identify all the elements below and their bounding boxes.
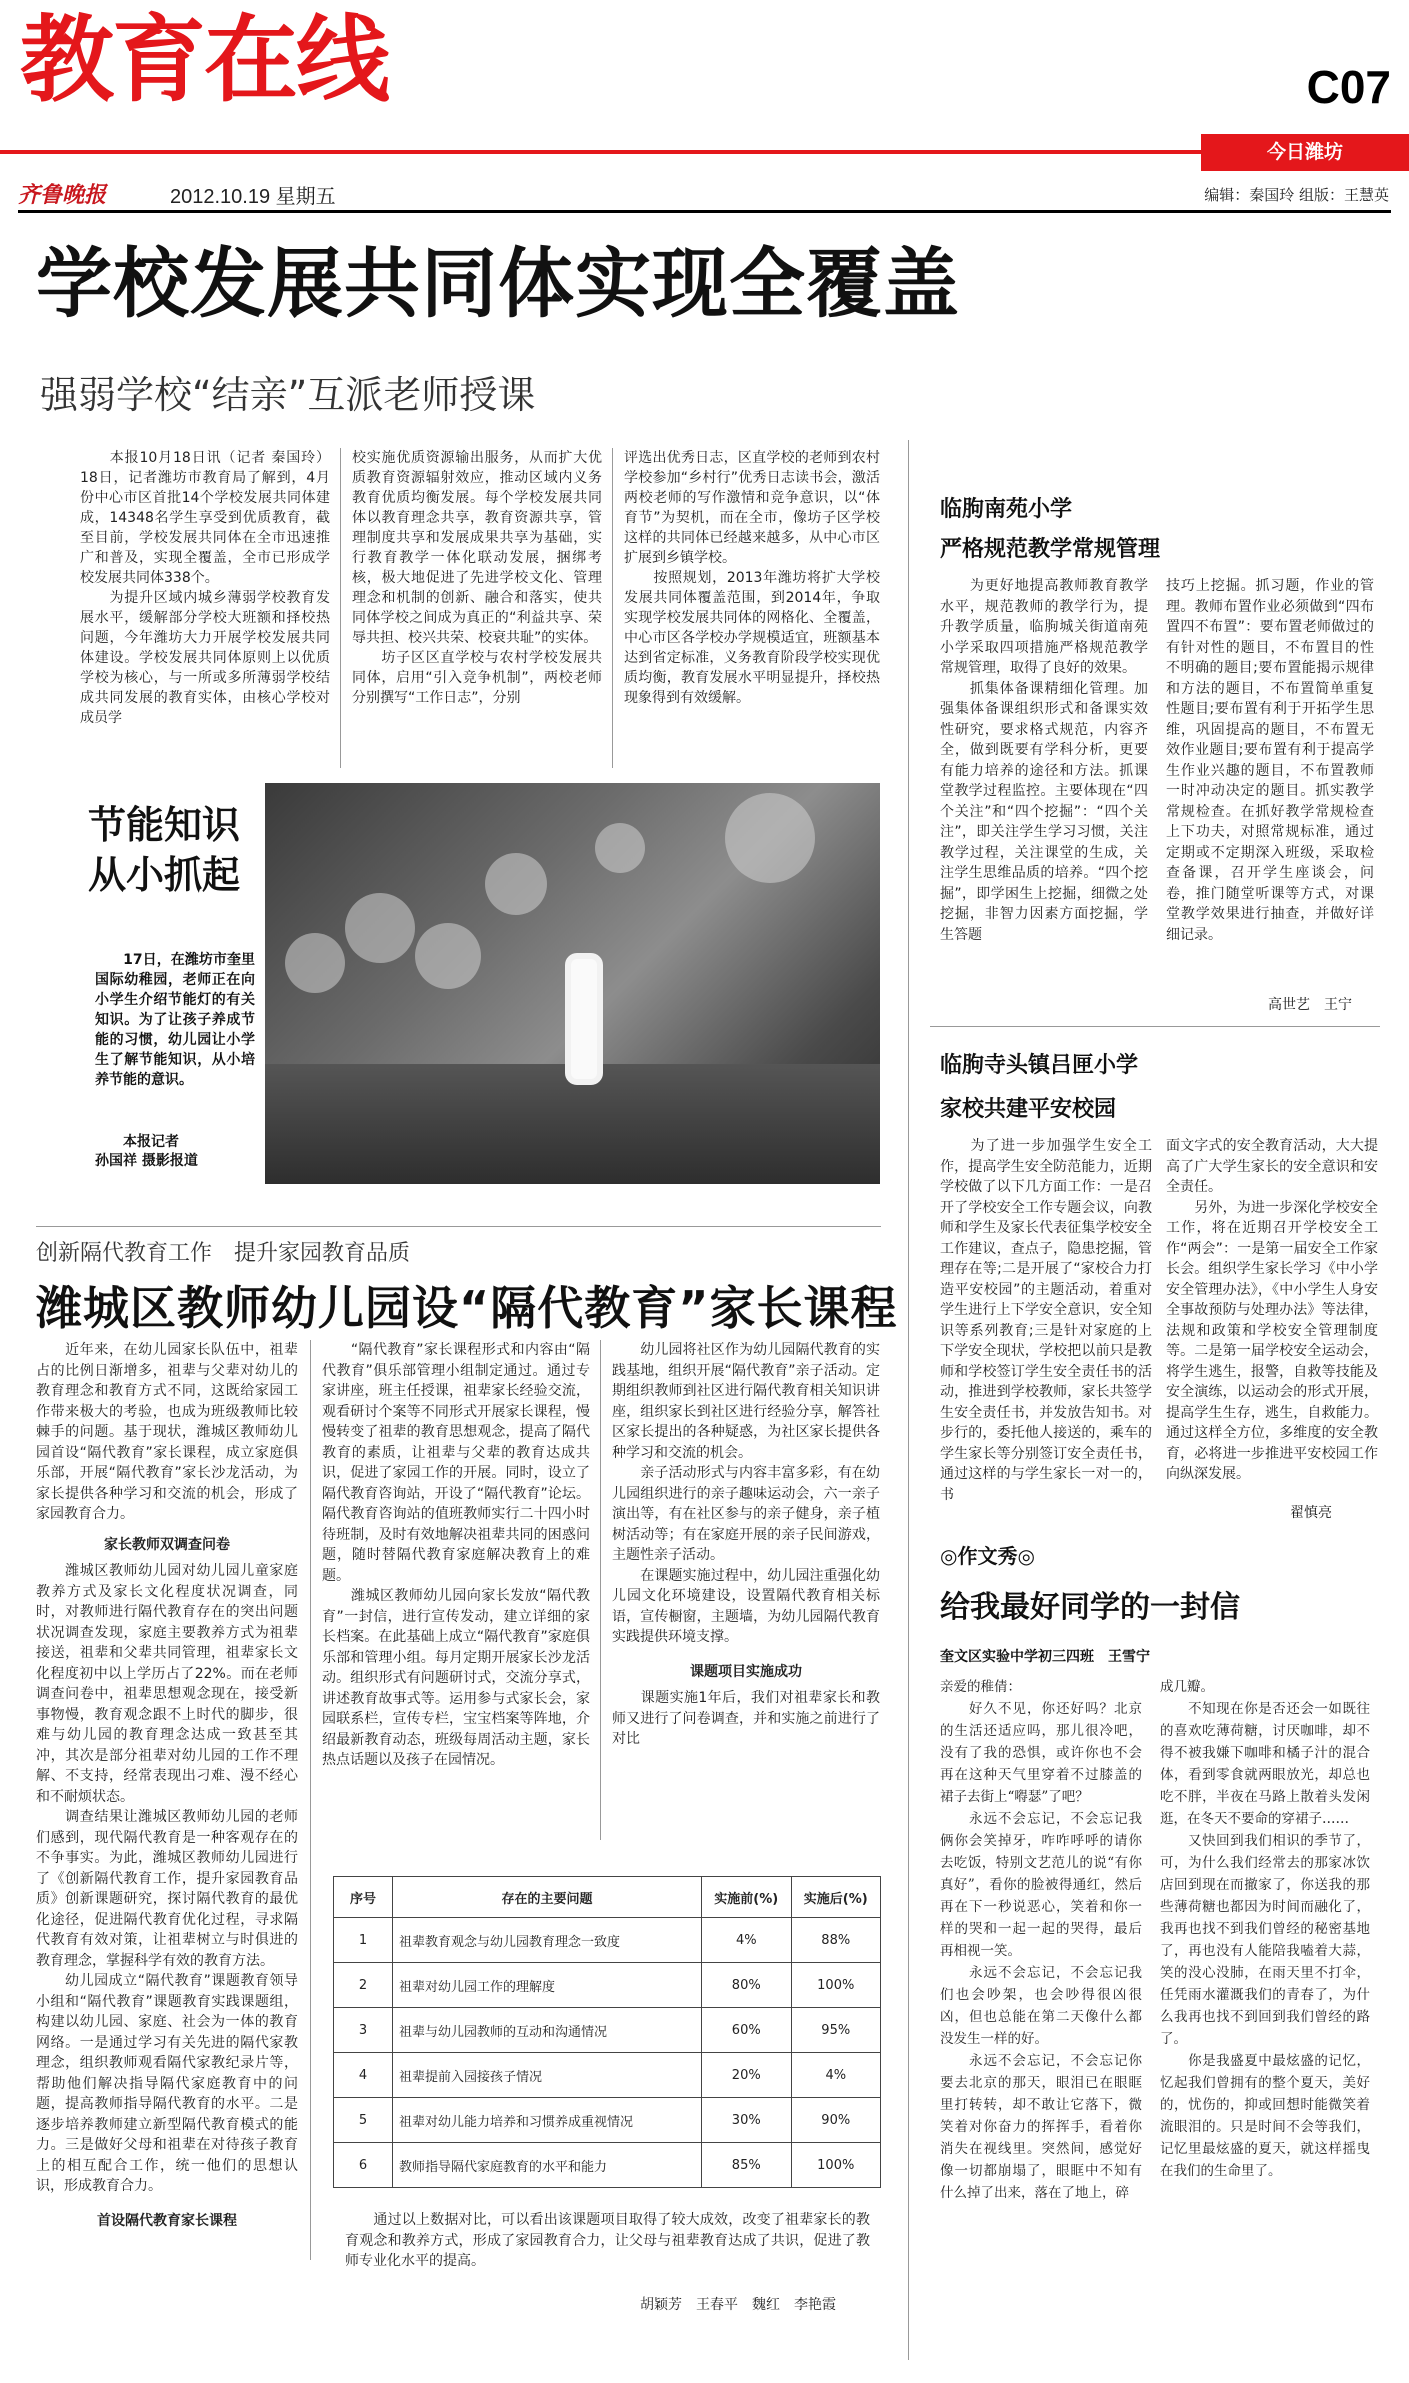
table-cell: 88% — [791, 1918, 881, 1963]
school1-col2: 技巧上挖掘。抓习题，作业的管理。教师布置作业必须做到“四布置四不布置”：要布置老师做过的有针对性的题目，不布置目的性不明确的题目;要布置能揭示规律和方法的题目，不布置简单重复性题目;要布置有利于开拓学生思维，巩固提高的题目，不布置无效作业题目;要布置有利于提高学生作业兴趣的题目，不布置教师一时冲动决定的题目。抓实教学常规检查。在抓好教学常规检查上下功夫，对照常规标准，通过定期或不定期深入班级，采取检查备课，召开学生座谈会，问卷，推门随堂听课等方式，对课堂教学效果进行抽查，并做好详细记录。 — [1166, 578, 1374, 943]
table-header-cell: 序号 — [334, 1877, 393, 1918]
school2-title: 家校共建平安校园 — [940, 1097, 1117, 1122]
section-tag: 今日潍坊 — [1201, 134, 1409, 171]
main-headline: 学校发展共同体实现全覆盖 — [36, 239, 960, 328]
school2-name: 临朐寺头镇吕匣小学 — [940, 1053, 1139, 1078]
article2-col1 — [36, 1340, 298, 2231]
school1-name: 临朐南苑小学 — [940, 497, 1073, 522]
essay-title: 给我最好同学的一封信 — [940, 1590, 1240, 1625]
article2-col1-body: 潍城区教师幼儿园对幼儿园儿童家庭教养方式及家长文化程度状况调查，同时，对教师进行隔代教育存在的突出问题状况调查发现，家庭主要教养方式为祖辈接送，祖辈和父辈共同管理，祖辈家长文化程度初中以上学历占了22%。而在老师调查问卷中，祖辈思想观念现在，接受新事物慢，教育观念跟不上时代的脚步，很难与幼儿园的教育理念达成一致甚至其冲，其次是部分祖辈对幼儿园的工作不理解、不支持，经常表现出刁难、漫不经心和不耐烦状态。 调查结果让潍城区教师幼儿园的老师们感到，现代隔代教育是一种客观存在的不争事实。为此，潍城区教师幼儿园进行了《创新隔代教育工作，提升家园教育品质》创新课题研究，探讨隔代教育的最优化途径，促进隔代教育优化过程，寻求隔代教育有效对策，让祖辈树立与时俱进的教育理念，掌握科学有效的教育方法。 幼儿园成立“隔代教育”课题教育领导小组和“隔代教育”课题教育实践课题组，构建以幼儿园、家庭、社会为一体的教育网络。一是通过学习有关先进的隔代家教理念，组织教师观看隔代家教纪录片等，帮助他们解决指导隔代家庭教育中的问题，提高教师指导隔代教育的水平。二是逐步培养教师建立新型隔代教育模式的能力。三是做好父母和祖辈在对待孩子教育上的相互配合工作，统一他们的思想认识，形成教育合力。 — [36, 1563, 298, 2194]
article2-col3 — [612, 1340, 880, 1750]
table-cell: 5 — [334, 2098, 393, 2143]
table-header-row — [334, 1877, 881, 1918]
table-cell: 4% — [791, 2053, 881, 2098]
article2-subhead-result: 课题项目实施成功 — [690, 1663, 802, 1680]
table-header-cell: 存在的主要问题 — [393, 1877, 702, 1918]
table-cell: 祖辈提前入园接孩子情况 — [393, 2053, 702, 2098]
article2-col1-intro: 近年来，在幼儿园家长队伍中，祖辈占的比例日渐增多，祖辈与父辈对幼儿的教育理念和教育方式不同，这既给家园工作带来极大的考验，也成为班级教师比较棘手的问题。基于现状，潍城区教师幼儿园首设“隔代教育”家长课程，成立家庭俱乐部，开展“隔代教育”家长沙龙活动，为家长提供各种学习和交流的机会，形成了家园教育合力。 — [36, 1342, 298, 1522]
school2-col2: 面文字式的安全教育活动，大大提高了广大学生家长的安全意识和安全责任。 另外，为进一步深化学校安全工作，将在近期召开学校安全工作“两会”：一是第一届安全工作家长会。组织学生家长学习《中小学安全管理办法》，《中小学生人身安全事故预防与处理办法》等法律，法规和政策和学校安全管理制度等。二是第一届学校安全运动会，将学生逃生，报警，自救等技能及安全演练，以运动会的形式开展，提高学生生存，逃生，自救能力。通过这样全方位，多维度的安全教育，必将进一步推进平安校园工作向纵深发展。 — [1166, 1138, 1378, 1482]
table-cell: 95% — [791, 2008, 881, 2053]
table-cell: 教师指导隔代家庭教育的水平和能力 — [393, 2143, 702, 2188]
photo-credit — [95, 1133, 198, 1171]
main-column-2: 校实施优质资源输出服务，从而扩大优质教育资源辐射效应，推动区域内义务教育优质均衡发展。每个学校发展共同体以教育理念共享，教育资源共享，管理制度共享和发展成果共享为基础，实行教育教学一体化联动发展，捆绑考核，极大地促进了先进学校文化、管理理念和机制的创新、融合和落实，使共同体学校之间成为真正的“利益共享、荣辱共担、校兴共荣、校衰共耻”的实体。 坊子区区直学校与农村学校发展共同体，启用“引入竞争机制”，两校老师分别撰写“工作日志”，分别 — [352, 450, 602, 706]
feature-title-line1: 节能知识 — [88, 803, 241, 847]
table-cell: 100% — [791, 2143, 881, 2188]
table-cell: 6 — [334, 2143, 393, 2188]
table-cell: 80% — [702, 1963, 792, 2008]
photo-credit-line1: 本报记者 — [95, 1134, 179, 1150]
table-header-cell: 实施前(%) — [702, 1877, 792, 1918]
main-subhead: 强弱学校“结亲”互派老师授课 — [40, 373, 536, 417]
section-rule — [36, 1226, 881, 1227]
column-divider — [600, 1340, 601, 1840]
table-cell: 100% — [791, 1963, 881, 2008]
column-divider — [310, 1340, 311, 2260]
photo-child-head — [595, 823, 645, 873]
school2-col1: 为了进一步加强学生安全工作，提高学生安全防范能力，近期学校做了以下几方面工作：一是召开了学校安全工作专题会议，向教师和学生及家长代表征集学校安全工作建议，查点子，隐患挖掘，管理存在等;二是开展了“家校合力打造平安校园”的主题活动，着重对学生进行上下学安全意识，安全知识等系列教育;三是针对家庭的上下学安全现状，学校把以前只是教师和学校签订学生安全责任书的活动，推进到学校教师，家长共签学生安全责任书，并发放告知书。对步行的，委托他人接送的，乘车的学生家长等分别签订安全责任书，通过这样的与学生家长一对一的，书 — [940, 1138, 1152, 1503]
essay-col1: 亲爱的稚倩： 好久不见，你还好吗？北京的生活还适应吗，那儿很冷吧，没有了我的恐惧，或许你也不会再在这种天气里穿着不过膝盖的裙子去街上“嘚瑟”了吧？ 永远不会忘记，不会忘记我俩你会笑掉牙，咋咋呼呼的请你去吃饭，特别文艺范儿的说“有你真好”，看你的脸被得通红，然后再在下一秒说恶心，笑着和你一样的哭和一起一起的哭得，最后再相视一笑。 永远不会忘记，不会忘记我们也会吵架，也会吵得很凶很凶，但也总能在第二天像什么都没发生一样的好。 永远不会忘记，不会忘记你要去北京的那天，眼泪已在眼眶里打转转，却不敢让它落下，微笑着对你奋力的挥挥手，看着你消失在视线里。突然间，感觉好像一切都崩塌了，眼眶中不知有什么掉了出来，落在了地上，碎 — [940, 1679, 1142, 2201]
photo-child-head — [415, 923, 481, 989]
photo-caption: 17日，在潍坊市奎里国际幼稚园，老师正在向小学生介绍节能灯的有关知识。为了让孩子养成节能的习惯，幼儿园让小学生了解节能知识，从小培养节能的意识。 — [95, 952, 255, 1088]
article2-subhead-course: 首设隔代教育家长课程 — [97, 2212, 237, 2229]
photo-adult-head — [485, 853, 547, 915]
table-cell: 85% — [702, 2143, 792, 2188]
article2-col2: “隔代教育”家长课程形式和内容由“隔代教育”俱乐部管理小组制定通过。通过专家讲座，班主任授课，祖辈家长经验交流，观看研讨个案等不同形式开展家长课程，慢慢转变了祖辈的教育思想观念，提高了隔代教育的素质，让祖辈与父辈的教育达成共识，促进了家园工作的开展。同时，设立了隔代教育咨询站，开设了“隔代教育”论坛。隔代教育咨询站的值班教师实行二十四小时待班制，及时有效地解决祖辈共同的困惑问题，随时替隔代教育家庭解决教育上的难题。 潍城区教师幼儿园向家长发放“隔代教育”一封信，进行宣传发动，建立详细的家长档案。在此基础上成立“隔代教育”家庭俱乐部和管理小组。每月定期开展家长沙龙活动。组织形式有问题研讨式，交流分享式，讲述教育故事式等。运用参与式家长会，家园联系栏，宣传专栏，宝宝档案等阵地，介绍最新教育动态，班级每周活动主题，家长热点话题以及孩子在园情况。 — [322, 1342, 590, 1768]
column-divider — [612, 448, 613, 768]
photo-child-head — [345, 893, 415, 963]
essay-col2: 成几瓣。 不知现在你是否还会一如既往的喜欢吃薄荷糖，讨厌咖啡，却不得不被我嫌下咖啡和橘子汁的混合体，看到零食就两眼放光，却总也吃不胖，半夜在马路上散着头发闲逛，在冬天不要命的穿裙子…… 又快回到我们相识的季节了，可，为什么我们经常去的那家冰饮店回到现在而撤家了，你送我的那些薄荷糖也都因为时间而融化了，我再也找不到我们曾经的秘密基地了，再也没有人能陪我嗑着大蒜，笑的没心没肺，在雨天里不打伞，任凭雨水灌溉我们的青春了，为什么我再也找不到回到我们曾经的路了。 你是我盛夏中最炫盛的记忆，忆起我们曾拥有的整个夏天，美好的，忧伤的，抑或回想时能微笑着流眼泪的。只是时间不会等我们，记忆里最炫盛的夏天，就这样摇曳在我们的生命里了。 — [1160, 1679, 1370, 2179]
news-photo — [265, 783, 880, 1184]
article2-authors: 胡颖芳 王春平 魏红 李艳霞 — [640, 2297, 836, 2313]
table-cell: 祖辈教育观念与幼儿园教育理念一致度 — [393, 1918, 702, 1963]
table-cell: 20% — [702, 2053, 792, 2098]
essay-byline: 奎文区实验中学初三四班 王雪宁 — [940, 1649, 1150, 1665]
table-cell: 3 — [334, 2008, 393, 2053]
table-row — [334, 1918, 881, 1963]
table-cell: 4 — [334, 2053, 393, 2098]
article2-subhead-survey: 家长教师双调查问卷 — [104, 1536, 230, 1553]
table-cell: 4% — [702, 1918, 792, 1963]
table-cell: 祖辈与幼儿园教师的互动和沟通情况 — [393, 2008, 702, 2053]
table-cell: 60% — [702, 2008, 792, 2053]
article2-col3-result: 课题实施1年后，我们对祖辈家长和教师又进行了问卷调查，并和实施之前进行了对比 — [612, 1690, 880, 1747]
school1-col1: 为更好地提高教师教育教学水平，规范教师的教学行为，提升教学质量，临朐城关街道南苑小学采取四项措施严格规范教学常规管理，取得了良好的效果。 抓集体备课精细化管理。加强集体备课组织形式和备课实效性研究，要求格式规范，内容齐全，做到既要有学科分析，更要有能力培养的途径和方法。抓课堂教学过程监控。主要体现在“四个关注”和“四个挖掘”：“四个关注”，即关注学生学习习惯，关注教学过程，关注课堂的生成，关注学生思维品质的培养。“四个挖掘”，即学困生上挖掘，细微之处挖掘，非智力因素方面挖掘，学生答题 — [940, 578, 1148, 943]
table-row — [334, 2098, 881, 2143]
table-cell: 30% — [702, 2098, 792, 2143]
photo-child-head — [285, 933, 345, 993]
school1-author: 高世艺 王宁 — [1268, 997, 1352, 1013]
table-cell: 2 — [334, 1963, 393, 2008]
editors-credit: 编辑：秦国玲 组版：王慧英 — [1204, 186, 1389, 204]
table-row — [334, 2143, 881, 2188]
main-column-3: 评选出优秀日志，区直学校的老师到农村学校参加“乡村行”优秀日志读书会，激活两校老师的写作激情和竞争意识，以“体育节”为契机，而在全市，像坊子区学校这样的共同体已经越来越多，从中心市区扩展到乡镇学校。 按照规划，2013年潍坊将扩大学校发展共同体覆盖范围，到2014年，争取实现学校发展共同体的网格化、全覆盖，中心市区各学校办学规模适宜，班额基本达到省定标准，义务教育阶段学校实现优质均衡，教育发展水平明显提升，择校热现象得到有效缓解。 — [624, 450, 880, 706]
feature-title — [88, 800, 240, 900]
table-cell: 90% — [791, 2098, 881, 2143]
dateline: 2012.10.19 星期五 — [170, 186, 336, 208]
feature-title-line2: 从小抓起 — [88, 853, 241, 897]
main-column-1: 本报10月18日讯（记者 秦国玲）18日，记者潍坊市教育局了解到，4月份中心市区首批14个学校发展共同体建成，14348名学生享受到优质教育，截至目前，学校发展共同体在全市迅速推广和普及，实现全覆盖，全市已形成学校发展共同体338个。 为提升区域内城乡薄弱学校教育发展水平，缓解部分学校大班额和择校热问题，今年潍坊大力开展学校发展共同体建设。学校发展共同体原则上以优质学校为核心，与一所或多所薄弱学校结成共同发展的教育实体，由核心学校对成员学 — [80, 450, 330, 726]
page-number: C07 — [1306, 61, 1391, 113]
masthead: 教育在线 — [20, 6, 389, 115]
section-rule — [930, 1026, 1380, 1027]
photo-teacher-head — [725, 793, 815, 883]
right-column-divider — [908, 440, 909, 2360]
article2-summary: 通过以上数据对比，可以看出该课题项目取得了较大成效，改变了祖辈家长的教育观念和教养方式，形成了家园教育合力，让父母与祖辈教育达成了共识，促进了教师专业化水平的提高。 — [345, 2212, 870, 2269]
table-cell: 祖辈对幼儿能力培养和习惯养成重视情况 — [393, 2098, 702, 2143]
table-cell: 1 — [334, 1918, 393, 1963]
essay-tag: ◎作文秀◎ — [940, 1544, 1035, 1568]
column-divider — [340, 448, 341, 768]
table-row — [334, 2053, 881, 2098]
school2-author: 翟慎亮 — [1290, 1505, 1332, 1521]
school1-title: 严格规范教学常规管理 — [940, 537, 1161, 562]
article2-col3-body: 幼儿园将社区作为幼儿园隔代教育的实践基地，组织开展“隔代教育”亲子活动。定期组织教师到社区进行隔代教育相关知识讲座，组织家长到社区进行经验分享，解答社区家长提出的各种疑惑，为社区家长提供各种学习和交流的机会。 亲子活动形式与内容丰富多彩，有在幼儿园组织进行的亲子趣味运动会，六一亲子演出等，有在社区参与的亲子健身，亲子植树活动等；有在家庭开展的亲子民间游戏，主题性亲子活动。 在课题实施过程中，幼儿园注重强化幼儿园文化环境建设，设置隔代教育相关标语，宣传橱窗，主题墙，为幼儿园隔代教育实践提供环境支撑。 — [612, 1342, 880, 1645]
paper-name: 齐鲁晚报 — [18, 182, 107, 208]
table-row — [334, 2008, 881, 2053]
header-red-rule — [0, 150, 1409, 154]
table-cell: 祖辈对幼儿园工作的理解度 — [393, 1963, 702, 2008]
article2-kicker: 创新隔代教育工作 提升家园教育品质 — [36, 1241, 411, 1266]
header-black-rule — [18, 210, 1391, 213]
table-row — [334, 1963, 881, 2008]
article2-headline: 潍城区教师幼儿园设“隔代教育”家长课程 — [36, 1281, 898, 1335]
energy-saving-bulb — [565, 953, 603, 1085]
comparison-table — [333, 1876, 881, 2188]
photo-credit-line2: 孙国祥 摄影报道 — [95, 1153, 198, 1169]
table-header-cell: 实施后(%) — [791, 1877, 881, 1918]
